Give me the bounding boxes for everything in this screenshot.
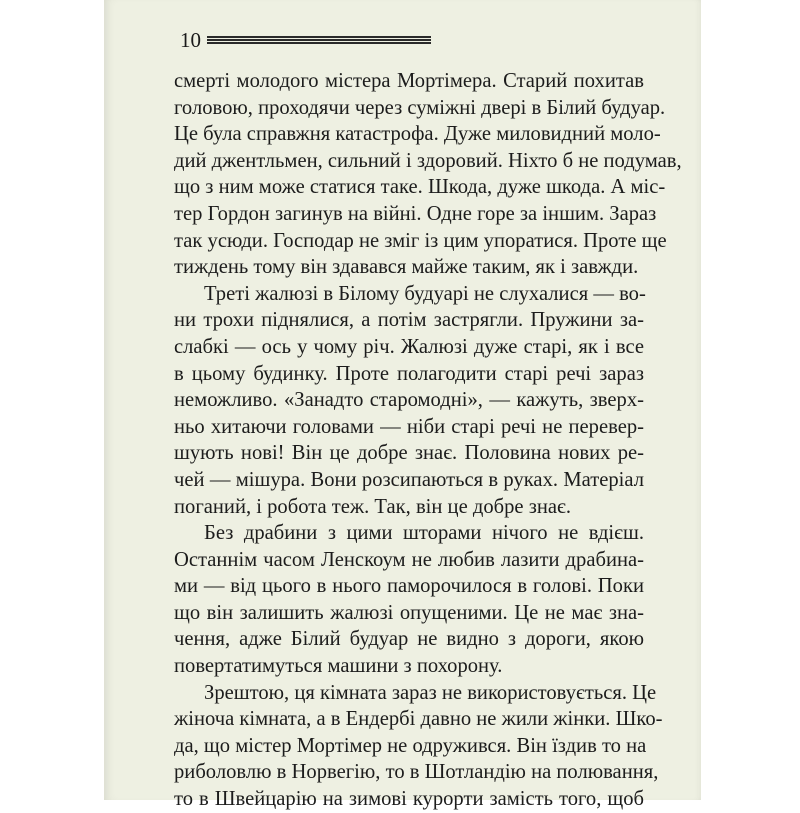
text-line: так усюди. Господар не зміг із цим упоратися. Проте ще	[174, 229, 667, 252]
text-line: жіноча кімната, а в Ендербі давно не жили жінки. Шко-	[174, 708, 663, 731]
text-line: да, що містер Мортімер не одружився. Він їздив то на	[174, 734, 647, 757]
text-line: тиждень тому він здавався майже таким, як і завжди.	[174, 256, 639, 279]
body-text	[174, 68, 682, 813]
text-line: повертатимуться машини з похорону.	[174, 655, 503, 678]
text-line: Останнім часом Ленскоум не любив лазити драбина-	[174, 548, 644, 571]
text-line: в цьому будинку. Проте полагодити старі речі зараз	[174, 362, 644, 385]
text-line: ньо хитаючи головами — ніби старі речі не перевер-	[174, 415, 644, 438]
text-line: слабкі — ось у чому річ. Жалюзі дуже старі, як і все	[174, 335, 644, 358]
text-line: що з ним може статися таке. Шкода, дуже шкода. А міс-	[174, 176, 666, 199]
paragraph-3	[174, 520, 644, 680]
text-line: Це була справжня катастрофа. Дуже миловидний моло-	[174, 123, 661, 146]
text-line: неможливо. «Занадто старомодні», — кажуть, зверх-	[174, 389, 644, 412]
text-line: головою, проходячи через суміжні двері в Білий будуар.	[174, 96, 666, 119]
paragraph-4	[174, 680, 663, 813]
paragraph-1	[174, 68, 682, 281]
page-number: 10	[180, 28, 201, 52]
book-page	[104, 0, 701, 811]
text-line: ми — від цього в нього паморочилося в голові. Поки	[174, 575, 644, 598]
text-line: чей — мішура. Вони розсипаються в руках. Матеріал	[174, 468, 644, 491]
paragraph-2	[174, 281, 644, 520]
text-line: Треті жалюзі в Білому будуарі не слухалися — во-	[204, 282, 646, 305]
text-line: Зрештою, ця кімната зараз не використовується. Це	[204, 681, 657, 704]
text-line: що він залишить жалюзі опущеними. Це не має зна-	[174, 601, 644, 624]
text-line: дий джентльмен, сильний і здоровий. Ніхто б не подумав,	[174, 149, 682, 172]
text-line: шують нові! Він це добре знає. Половина нових ре-	[174, 442, 644, 465]
text-line: то в Швейцарію на зимові курорти замість того, щоб	[174, 788, 644, 811]
text-line: риболовлю в Норвегію, то в Шотландію на полювання,	[174, 761, 659, 784]
text-line: чення, адже Білий будуар не видно з дороги, якою	[174, 628, 644, 651]
text-line: Без драбини з цими шторами нічого не вдієш.	[204, 522, 644, 545]
text-line: ни трохи піднялися, а потім застрягли. Пружини за-	[174, 309, 644, 332]
text-line: поганий, і робота теж. Так, він це добре знає.	[174, 495, 571, 518]
page-header	[180, 28, 540, 52]
text-line: смерті молодого містера Мортімера. Старий похитав	[174, 70, 644, 92]
text-line: тер Гордон загинув на війні. Одне горе за іншим. Зараз	[174, 202, 657, 225]
header-rule	[207, 36, 431, 45]
